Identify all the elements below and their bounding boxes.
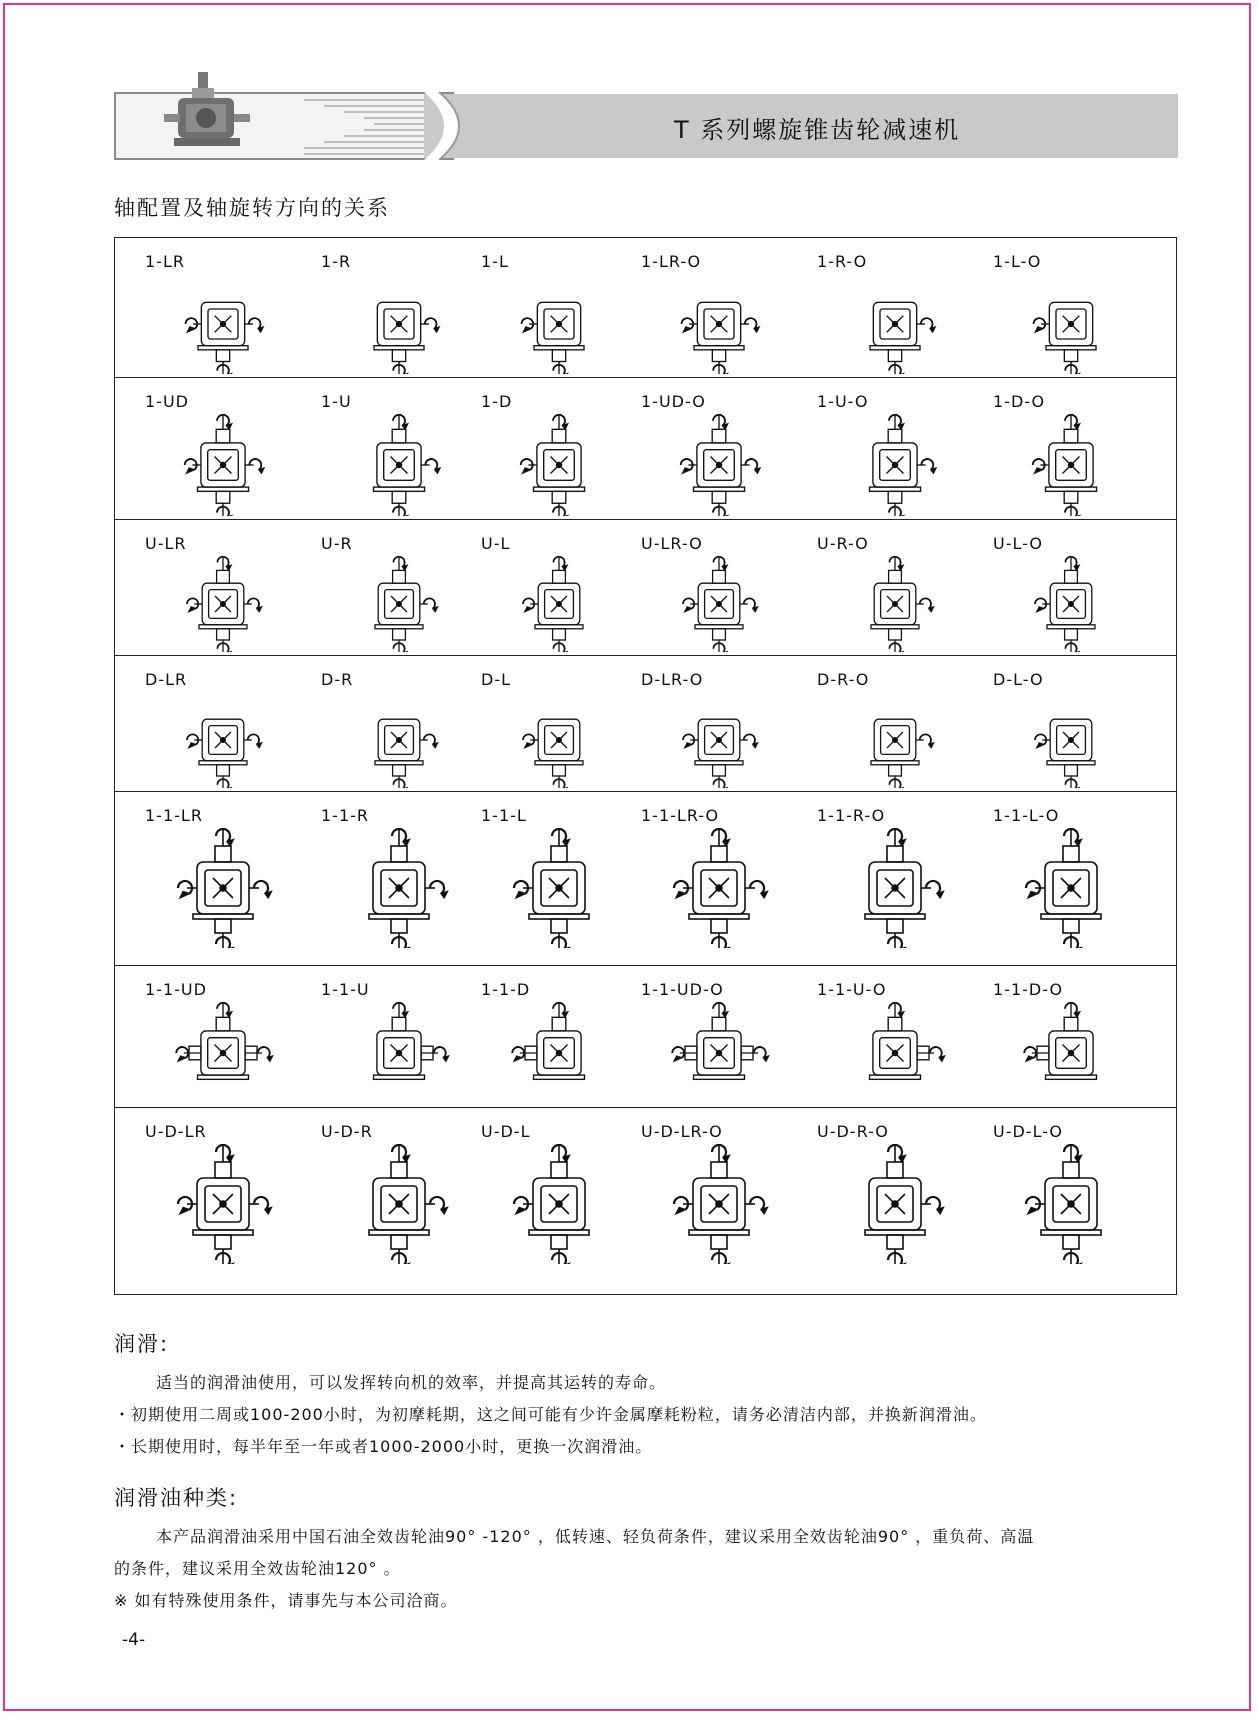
config-label: U-D-LR-O	[641, 1122, 723, 1141]
shaft-config-diagram	[1011, 1144, 1131, 1264]
config-label: 1-UD-O	[641, 392, 706, 411]
config-label: 1-R-O	[817, 252, 868, 271]
config-label: U-D-L-O	[993, 1122, 1064, 1141]
config-label: D-L-O	[993, 670, 1044, 689]
shaft-config-diagram	[499, 692, 619, 788]
shaft-config-diagram	[659, 414, 779, 516]
config-label: 1-1-L-O	[993, 806, 1060, 825]
shaft-config-diagram	[339, 828, 459, 948]
config-label: 1-D	[481, 392, 513, 411]
lubrication-bullet-1: ・初期使用二周或100-200小时，为初摩耗期，这之间可能有少许金属摩耗粉粒，请务必清洁内部，并换新润滑油。	[114, 1405, 987, 1424]
shaft-config-diagram	[163, 692, 283, 788]
config-row	[115, 1108, 1176, 1294]
shaft-config-diagram	[499, 828, 619, 948]
oil-types-line-1: 本产品润滑油采用中国石油全效齿轮油90° -120° ，低转速、轻负荷条件，建议采用全效齿轮油90° ，重负荷、高温	[156, 1527, 1035, 1546]
shaft-config-diagram	[499, 274, 619, 374]
config-label: 1-D-O	[993, 392, 1046, 411]
shaft-config-diagram	[1011, 828, 1131, 948]
shaft-config-diagram	[659, 692, 779, 788]
config-label: U-L-O	[993, 534, 1043, 553]
config-label: 1-1-UD	[145, 980, 207, 999]
config-label: 1-LR-O	[641, 252, 702, 271]
page-number: -4-	[122, 1630, 146, 1650]
config-label: 1-1-R	[321, 806, 370, 825]
config-label: 1-1-LR-O	[641, 806, 720, 825]
gear-reducer-icon	[164, 70, 254, 162]
config-row	[115, 378, 1176, 520]
shaft-config-diagram	[499, 1002, 619, 1104]
config-label: D-LR	[145, 670, 188, 689]
shaft-config-diagram	[659, 828, 779, 948]
config-label: 1-U	[321, 392, 352, 411]
config-row	[115, 656, 1176, 792]
config-label: U-R-O	[817, 534, 869, 553]
config-label: 1-1-L	[481, 806, 527, 825]
config-label: 1-1-D-O	[993, 980, 1064, 999]
shaft-config-diagram	[499, 556, 619, 652]
oil-types-title: 润滑油种类:	[114, 1486, 239, 1510]
shaft-config-diagram	[659, 1002, 779, 1104]
shaft-config-diagram	[835, 414, 955, 516]
shaft-config-diagram	[163, 274, 283, 374]
lubrication-intro: 适当的润滑油使用，可以发挥转向机的效率，并提高其运转的寿命。	[156, 1373, 667, 1392]
config-label: D-L	[481, 670, 512, 689]
shaft-config-diagram	[835, 1002, 955, 1104]
page-title: T 系列螺旋锥齿轮减速机	[674, 116, 961, 144]
shaft-config-diagram	[1011, 274, 1131, 374]
shaft-config-diagram	[499, 414, 619, 516]
shaft-config-diagram	[339, 414, 459, 516]
shaft-config-diagram	[835, 274, 955, 374]
shaft-config-diagram	[659, 556, 779, 652]
config-row	[115, 966, 1176, 1108]
shaft-config-table	[114, 237, 1177, 1295]
oil-types-line-2: 的条件，建议采用全效齿轮油120° 。	[114, 1559, 401, 1578]
config-label: D-LR-O	[641, 670, 704, 689]
config-label: 1-1-UD-O	[641, 980, 724, 999]
lubrication-title: 润滑:	[114, 1332, 170, 1356]
shaft-config-diagram	[1011, 692, 1131, 788]
config-label: 1-1-U-O	[817, 980, 887, 999]
shaft-config-diagram	[163, 1144, 283, 1264]
config-label: 1-1-U	[321, 980, 370, 999]
oil-types-note: ※ 如有特殊使用条件，请事先与本公司洽商。	[114, 1591, 458, 1610]
config-label: U-L	[481, 534, 511, 553]
config-label: 1-LR	[145, 252, 185, 271]
shaft-config-diagram	[163, 556, 283, 652]
section-title: 轴配置及轴旋转方向的关系	[114, 196, 390, 220]
shaft-config-diagram	[835, 692, 955, 788]
config-label: 1-1-D	[481, 980, 531, 999]
config-label: 1-R	[321, 252, 352, 271]
config-label: D-R-O	[817, 670, 870, 689]
config-label: U-D-R-O	[817, 1122, 889, 1141]
config-row	[115, 238, 1176, 378]
config-row	[115, 792, 1176, 966]
config-label: 1-L	[481, 252, 509, 271]
shaft-config-diagram	[1011, 1002, 1131, 1104]
header-banner	[114, 92, 1178, 160]
shaft-config-diagram	[1011, 556, 1131, 652]
shaft-config-diagram	[163, 414, 283, 516]
shaft-config-diagram	[163, 828, 283, 948]
shaft-config-diagram	[659, 1144, 779, 1264]
config-label: 1-1-R-O	[817, 806, 886, 825]
config-label: U-D-L	[481, 1122, 531, 1141]
shaft-config-diagram	[339, 556, 459, 652]
shaft-config-diagram	[835, 1144, 955, 1264]
config-label: 1-1-LR	[145, 806, 203, 825]
config-row	[115, 520, 1176, 656]
config-label: D-R	[321, 670, 354, 689]
shaft-config-diagram	[659, 274, 779, 374]
shaft-config-diagram	[163, 1002, 283, 1104]
config-label: U-LR	[145, 534, 187, 553]
shaft-config-diagram	[835, 828, 955, 948]
shaft-config-diagram	[339, 1002, 459, 1104]
config-label: 1-L-O	[993, 252, 1042, 271]
shaft-config-diagram	[835, 556, 955, 652]
config-label: U-D-LR	[145, 1122, 207, 1141]
config-label: U-D-R	[321, 1122, 373, 1141]
config-label: U-LR-O	[641, 534, 703, 553]
shaft-config-diagram	[1011, 414, 1131, 516]
shaft-config-diagram	[339, 274, 459, 374]
shaft-config-diagram	[499, 1144, 619, 1264]
header-curve	[394, 92, 594, 160]
config-label: 1-UD	[145, 392, 189, 411]
shaft-config-diagram	[339, 692, 459, 788]
config-label: U-R	[321, 534, 353, 553]
lubrication-bullet-2: ・长期使用时，每半年至一年或者1000-2000小时，更换一次润滑油。	[114, 1437, 653, 1456]
shaft-config-diagram	[339, 1144, 459, 1264]
config-label: 1-U-O	[817, 392, 869, 411]
